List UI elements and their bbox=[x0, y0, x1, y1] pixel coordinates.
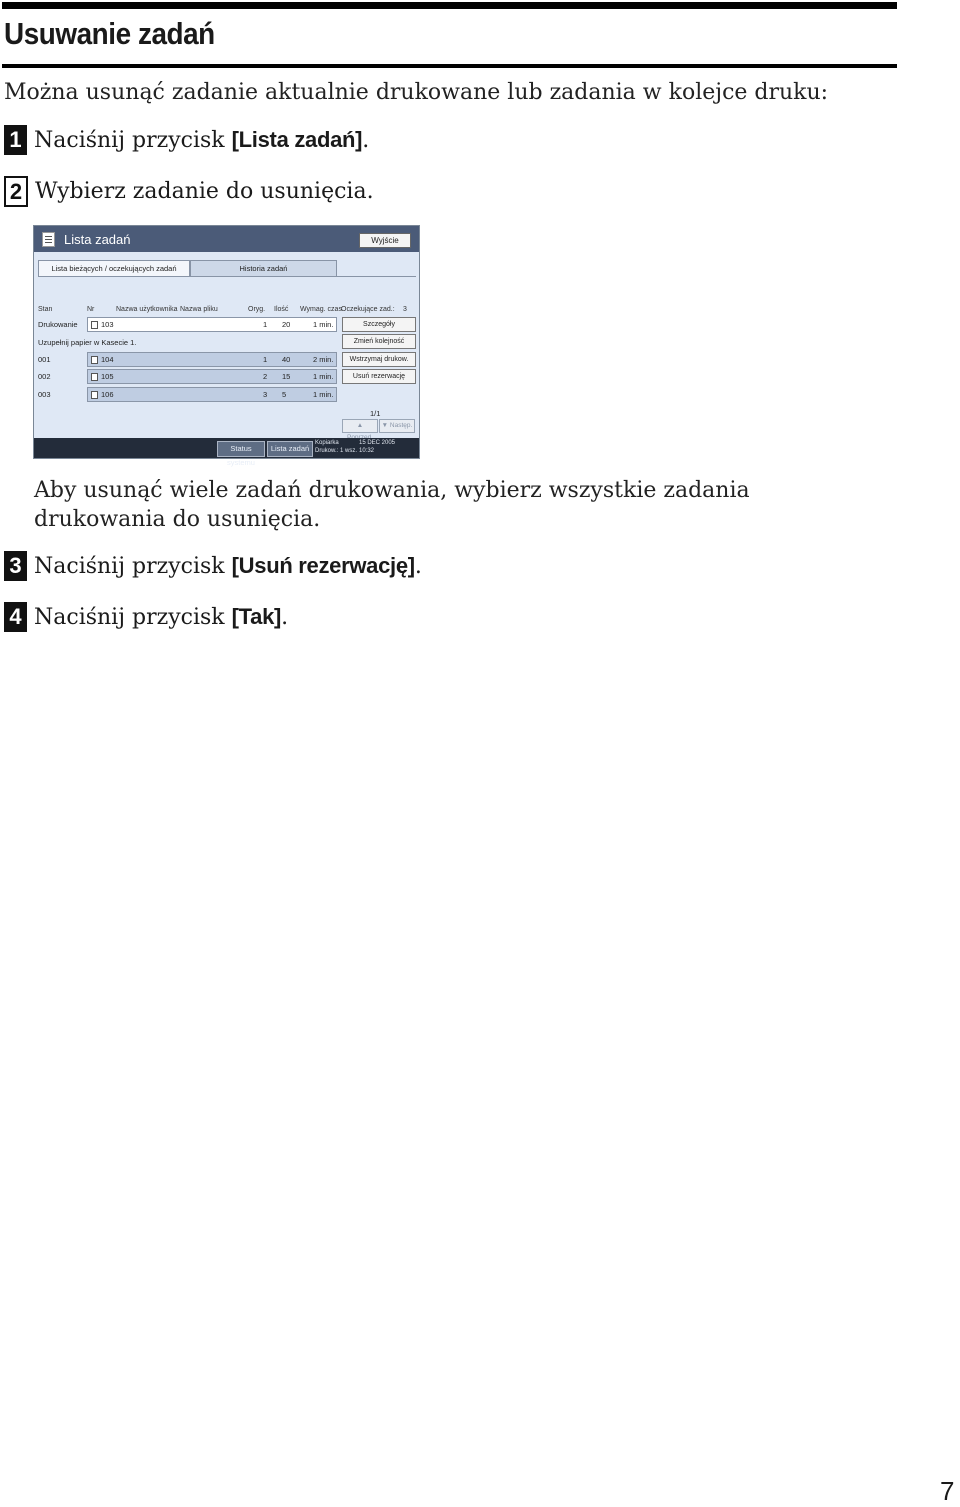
tab-current-jobs[interactable]: Lista bieżących / oczekujących zadań bbox=[38, 260, 190, 276]
next-page-button[interactable]: ▼ Następ. bbox=[379, 419, 415, 433]
step-number: 2 bbox=[4, 176, 28, 207]
page-indicator: 1/1 bbox=[370, 409, 381, 418]
system-status-button[interactable]: Status systemu bbox=[217, 441, 265, 457]
step-text: Naciśnij przycisk bbox=[34, 604, 225, 630]
col-waiting: Oczekujące zad.: bbox=[341, 306, 395, 313]
intro-text: Można usunąć zadanie aktualnie drukowane lub zadania w kolejce druku: bbox=[4, 80, 829, 105]
document-icon bbox=[91, 356, 98, 364]
page-title: Usuwanie zadań bbox=[4, 16, 215, 51]
table-row[interactable] bbox=[87, 352, 337, 367]
row-time: 1 min. bbox=[313, 320, 334, 329]
step-1 bbox=[4, 125, 369, 155]
job-list-button[interactable]: Lista zadań bbox=[267, 441, 313, 457]
col-time: Wymag. czas bbox=[300, 306, 342, 313]
step-number: 4 bbox=[4, 602, 27, 632]
queue-state: 001 bbox=[38, 355, 51, 364]
button-reference: [Usuń rezerwację] bbox=[231, 553, 415, 578]
step-4 bbox=[4, 602, 288, 632]
hold-print-button[interactable]: Wstrzymaj drukow. bbox=[342, 352, 416, 367]
page-number: 7 bbox=[940, 1476, 955, 1506]
note-text: Aby usunąć wiele zadań drukowania, wybierz wszystkie zadania drukowania do usunięcia. bbox=[34, 478, 750, 532]
step-2 bbox=[4, 176, 374, 207]
step-number: 1 bbox=[4, 125, 27, 155]
col-no: Nr bbox=[87, 306, 95, 313]
document-icon bbox=[91, 321, 98, 329]
row-orig: 3 bbox=[263, 390, 268, 399]
queue-state: 002 bbox=[38, 372, 51, 381]
step-text: Naciśnij przycisk bbox=[34, 553, 225, 579]
title-rule bbox=[2, 64, 897, 68]
row-id: 105 bbox=[101, 372, 114, 381]
status-bar bbox=[34, 438, 419, 467]
details-button[interactable]: Szczegóły bbox=[342, 317, 416, 332]
status-time: 10:32 bbox=[359, 448, 375, 454]
paper-message: Uzupełnij papier w Kasecie 1. bbox=[38, 338, 137, 347]
change-order-button[interactable]: Zmień kolejność bbox=[342, 334, 416, 349]
step-number: 3 bbox=[4, 551, 27, 581]
step-punct: . bbox=[414, 553, 422, 579]
row-id: 103 bbox=[101, 320, 114, 329]
table-row[interactable] bbox=[87, 369, 337, 384]
list-icon bbox=[42, 232, 55, 247]
prev-page-button[interactable]: ▲ bbox=[342, 419, 378, 433]
row-time: 1 min. bbox=[313, 390, 334, 399]
col-orig: Oryg. bbox=[248, 306, 266, 313]
button-reference: [Lista zadań] bbox=[231, 127, 363, 152]
row-orig: 1 bbox=[263, 320, 268, 329]
queue-state: 003 bbox=[38, 390, 51, 399]
delete-reservation-button[interactable]: Usuń rezerwację bbox=[342, 369, 416, 384]
waiting-count: 3 bbox=[403, 306, 407, 313]
printing-label: Drukowanie bbox=[38, 320, 78, 329]
tab-divider bbox=[38, 276, 416, 277]
row-orig: 1 bbox=[263, 355, 268, 364]
row-qty: 40 bbox=[282, 355, 291, 364]
document-icon bbox=[91, 391, 98, 399]
row-id: 104 bbox=[101, 355, 114, 364]
step-punct: . bbox=[362, 127, 370, 153]
table-row[interactable] bbox=[87, 317, 337, 332]
row-qty: 20 bbox=[282, 320, 291, 329]
tab-job-history[interactable]: Historia zadań bbox=[190, 260, 337, 277]
status-date: 15 DEC 2005 bbox=[359, 440, 396, 446]
document-icon bbox=[91, 373, 98, 381]
job-list-screenshot bbox=[33, 225, 420, 467]
table-row[interactable] bbox=[87, 387, 337, 402]
button-reference: [Tak] bbox=[231, 604, 282, 629]
row-time: 2 min. bbox=[313, 355, 334, 364]
status-line-2: Drukow.: 1 wsz. bbox=[315, 448, 358, 454]
row-qty: 15 bbox=[282, 372, 291, 381]
step-text: Wybierz zadanie do usunięcia. bbox=[35, 179, 374, 204]
row-id: 106 bbox=[101, 390, 114, 399]
col-file: Nazwa pliku bbox=[180, 306, 218, 313]
col-user: Nazwa użytkownika bbox=[116, 306, 178, 313]
col-state: Stan bbox=[38, 306, 53, 313]
step-3 bbox=[4, 551, 422, 581]
status-info bbox=[315, 439, 357, 455]
step-punct: . bbox=[281, 604, 289, 630]
col-qty: Ilość bbox=[274, 306, 289, 313]
row-qty: 5 bbox=[282, 390, 287, 399]
row-orig: 2 bbox=[263, 372, 268, 381]
datetime bbox=[359, 439, 395, 455]
top-rule bbox=[2, 2, 897, 9]
screen-title: Lista zadań bbox=[64, 232, 131, 247]
status-line-1: Kopiarka bbox=[315, 440, 339, 446]
step-text: Naciśnij przycisk bbox=[34, 127, 225, 153]
row-time: 1 min. bbox=[313, 372, 334, 381]
exit-button[interactable]: Wyjście bbox=[359, 233, 411, 248]
